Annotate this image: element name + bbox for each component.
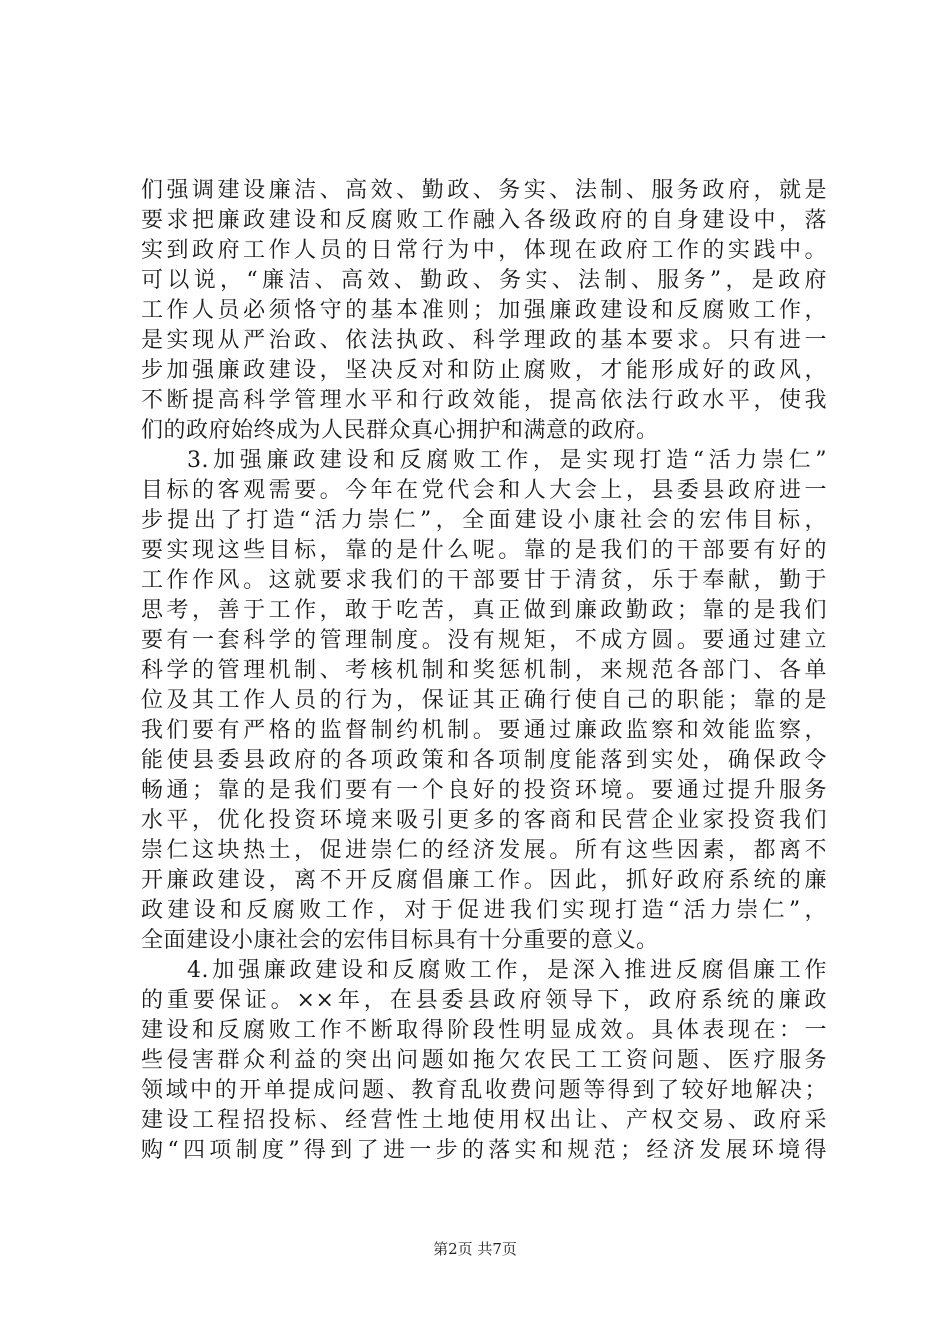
text-line: 政建设和反腐败工作，对于促进我们实现打造“活力崇仁”，	[141, 898, 827, 923]
text-line: 科学的管理机制、考核机制和奖惩机制，来规范各部门、各单	[141, 658, 827, 683]
text-line: 我们要有严格的监督制约机制。要通过廉政监察和效能监察，	[141, 718, 827, 743]
text-line: 要有一套科学的管理制度。没有规矩，不成方圆。要通过建立	[141, 628, 827, 653]
text-line: 水平，优化投资环境来吸引更多的客商和民营企业家投资我们	[141, 808, 827, 833]
text-line: 领域中的开单提成问题、教育乱收费问题等得到了较好地解决；	[141, 1078, 827, 1103]
text-line: 们强调建设廉洁、高效、勤政、务实、法制、服务政府，就是	[141, 178, 827, 203]
text-line: 能使县委县政府的各项政策和各项制度能落到实处，确保政令	[141, 748, 827, 773]
page-number: 第2页 共7页	[433, 1240, 517, 1258]
text-line: 些侵害群众利益的突出问题如拖欠农民工工资问题、医疗服务	[141, 1048, 827, 1073]
text-line: 崇仁这块热土，促进崇仁的经济发展。所有这些因素，都离不	[141, 838, 827, 863]
text-line: 购“四项制度”得到了进一步的落实和规范；经济发展环境得	[141, 1138, 827, 1163]
text-line: 工作作风。这就要求我们的干部要甘于清贫，乐于奉献，勤于	[141, 568, 827, 593]
page-footer	[0, 1239, 950, 1259]
text-line: 实到政府工作人员的日常行为中，体现在政府工作的实践中。	[141, 238, 827, 263]
text-line: 步提出了打造“活力崇仁”，全面建设小康社会的宏伟目标，	[141, 508, 827, 533]
text-line: 要求把廉政建设和反腐败工作融入各级政府的自身建设中，落	[141, 208, 827, 233]
text-line: 开廉政建设，离不开反腐倡廉工作。因此，抓好政府系统的廉	[141, 868, 827, 893]
text-line: 畅通；靠的是我们要有一个良好的投资环境。要通过提升服务	[141, 778, 827, 803]
text-line: 全面建设小康社会的宏伟目标具有十分重要的意义。	[141, 928, 659, 953]
text-line: 们的政府始终成为人民群众真心拥护和满意的政府。	[141, 418, 659, 443]
text-line: 不断提高科学管理水平和行政效能，提高依法行政水平，使我	[141, 388, 827, 413]
text-line: 工作人员必须恪守的基本准则；加强廉政建设和反腐败工作，	[141, 298, 827, 323]
text-line: 建设工程招投标、经营性土地使用权出让、产权交易、政府采	[141, 1108, 827, 1133]
body-text	[141, 176, 827, 1166]
text-line: 是实现从严治政、依法执政、科学理政的基本要求。只有进一	[141, 328, 827, 353]
text-line: 的重要保证。××年，在县委县政府领导下，政府系统的廉政	[141, 988, 827, 1013]
text-line: 可以说，“廉洁、高效、勤政、务实、法制、服务”，是政府	[141, 268, 827, 293]
text-line: 位及其工作人员的行为，保证其正确行使自己的职能；靠的是	[141, 688, 827, 713]
text-line: 目标的客观需要。今年在党代会和人大会上，县委县政府进一	[141, 478, 827, 503]
text-line: 步加强廉政建设，坚决反对和防止腐败，才能形成好的政风，	[141, 358, 827, 383]
text-line: 要实现这些目标，靠的是什么呢。靠的是我们的干部要有好的	[141, 538, 827, 563]
text-line: 建设和反腐败工作不断取得阶段性明显成效。具体表现在：一	[141, 1018, 827, 1043]
paragraph-3-start: 3.加强廉政建设和反腐败工作，是实现打造“活力崇仁”	[187, 448, 827, 473]
paragraph-4-start: 4.加强廉政建设和反腐败工作，是深入推进反腐倡廉工作	[187, 958, 827, 983]
text-line: 思考，善于工作，敢于吃苦，真正做到廉政勤政；靠的是我们	[141, 598, 827, 623]
